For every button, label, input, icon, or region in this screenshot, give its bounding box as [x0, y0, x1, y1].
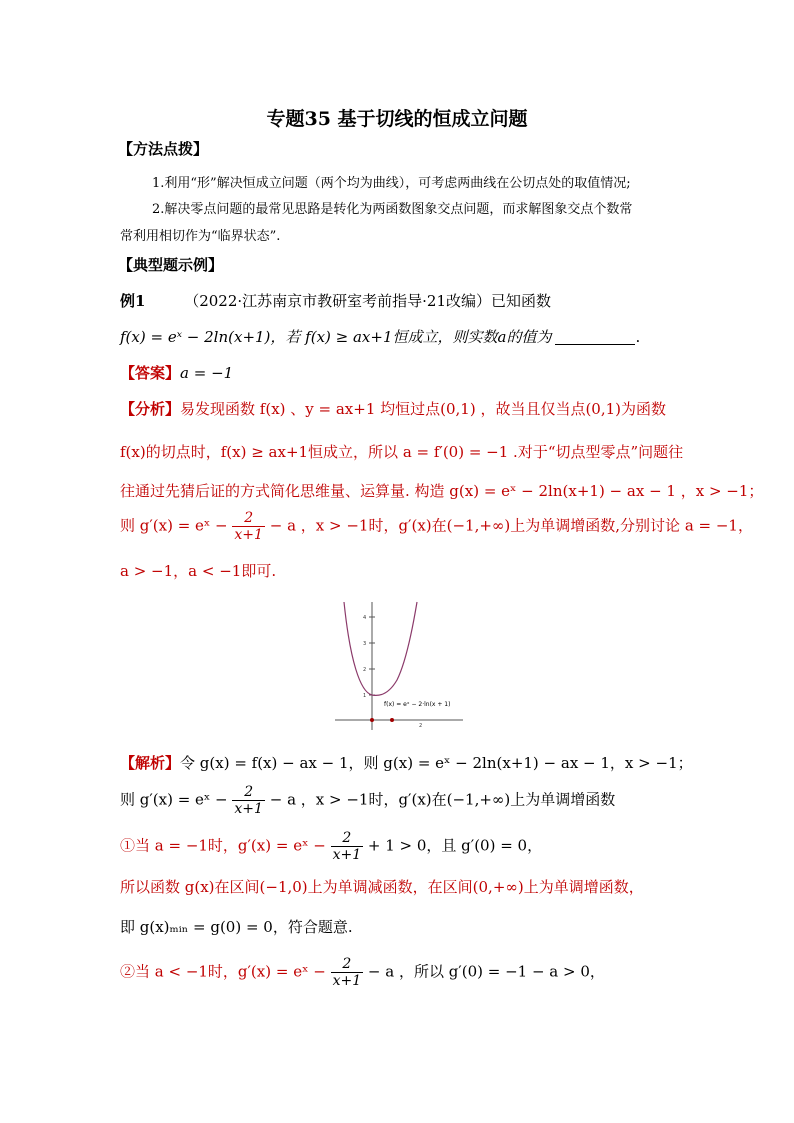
function-graph	[335, 600, 465, 732]
case-1-text-a: ①当 a = −1时，g′(x) = eˣ −	[120, 836, 326, 855]
analysis-line-2: f(x)的切点时，f(x) ≥ ax+1恒成立，所以 a = f′(0) = −1 .对于“切点型零点”问题往	[120, 443, 684, 461]
examples-heading: 【典型题示例】	[118, 256, 224, 274]
solution-fraction-1	[232, 784, 265, 817]
example-source: （2022·江苏南京市教研室考前指导·21改编）已知函数	[184, 292, 552, 310]
fraction-numerator: 2	[232, 510, 265, 527]
example-line-1	[120, 290, 551, 311]
method-item-1: 1.利用“形”解决恒成立问题（两个均为曲线），可考虑两曲线在公切点处的取值情况;	[152, 176, 631, 191]
case-2-text-a: ②当 a < −1时，g′(x) = eˣ −	[120, 962, 326, 981]
solution-line-1	[120, 752, 693, 773]
fraction-denominator: x+1	[234, 527, 263, 543]
case-1-text-b: + 1 > 0，且 g′(0) = 0，	[367, 836, 543, 855]
answer-label: 【答案】	[120, 364, 181, 382]
example-label: 例1	[120, 292, 146, 310]
curve-label: f(x) = eˣ − 2·ln(x + 1)	[384, 701, 451, 708]
example-condition: f(x) = eˣ − 2ln(x+1)，若 f(x) ≥ ax+1恒成立，则实数a的值为	[120, 328, 552, 346]
analysis-line-1	[120, 398, 666, 419]
example-line-2	[120, 326, 640, 347]
y-tick-4: 4	[363, 615, 367, 621]
y-tick-2: 2	[363, 667, 367, 673]
solution-fraction-2	[331, 830, 364, 863]
case-2-text-b: − a ，所以 g′(0) = −1 − a > 0，	[367, 962, 605, 981]
analysis-fraction	[232, 510, 265, 543]
solution-fraction-3	[331, 956, 364, 989]
page-title: 专题35 基于切线的恒成立问题	[266, 108, 528, 130]
answer-line	[120, 362, 233, 383]
x-tick-2: 2	[419, 723, 423, 729]
fraction-numerator: 2	[232, 784, 265, 801]
method-item-2b: 常利用相切作为“临界状态”.	[120, 229, 281, 244]
y-tick-3: 3	[363, 641, 367, 647]
method-heading: 【方法点拨】	[118, 140, 209, 158]
solution-case-2	[120, 956, 605, 989]
analysis-line-4	[120, 510, 753, 543]
fraction-numerator: 2	[331, 830, 364, 847]
curve	[344, 602, 417, 695]
analysis-line-3: 往通过先猜后证的方式简化思维量、运算量. 构造 g(x) = eˣ − 2ln(x+1) − ax − 1 ，x > −1；	[120, 482, 764, 500]
fraction-denominator: x+1	[332, 847, 362, 863]
method-item-2a: 2.解决零点问题的最常见思路是转化为两函数图象交点问题，而求解图象交点个数常	[152, 202, 633, 217]
solution-line-5: 即 g(x)ₘᵢₙ = g(0) = 0，符合题意.	[120, 918, 353, 936]
example-end: .	[635, 328, 641, 346]
analysis-text-4b: − a ，x > −1时，g′(x)在(−1,+∞)上为单调增函数,分别讨论 a = −1，	[269, 516, 753, 535]
answer-blank	[555, 330, 635, 345]
solution-text-2a: 则 g′(x) = eˣ −	[120, 790, 228, 809]
fraction-denominator: x+1	[234, 801, 263, 817]
solution-line-4: 所以函数 g(x)在区间(−1,0)上为单调减函数，在区间(0,+∞)上为单调增函数，	[120, 878, 644, 896]
solution-label: 【解析】	[120, 754, 181, 772]
analysis-text-1: 易发现函数 f(x) 、y = ax+1 均恒过点(0,1) ，故当且仅当点(0,1)为函数	[180, 400, 667, 418]
analysis-line-5: a > −1，a < −1即可.	[120, 562, 277, 580]
solution-case-1	[120, 830, 542, 863]
solution-text-2b: − a ，x > −1时，g′(x)在(−1,+∞)上为单调增函数	[269, 790, 616, 809]
y-tick-1: 1	[363, 693, 367, 699]
fraction-denominator: x+1	[332, 973, 362, 989]
fraction-numerator: 2	[331, 956, 364, 973]
point-marker	[390, 718, 394, 722]
solution-line-2	[120, 784, 615, 817]
analysis-label: 【分析】	[120, 400, 181, 418]
answer-value: a = −1	[180, 364, 234, 382]
solution-text-1: 令 g(x) = f(x) − ax − 1，则 g(x) = eˣ − 2ln(x+1) − ax − 1，x > −1；	[180, 754, 693, 772]
analysis-text-4a: 则 g′(x) = eˣ −	[120, 516, 228, 535]
point-origin	[370, 718, 374, 722]
